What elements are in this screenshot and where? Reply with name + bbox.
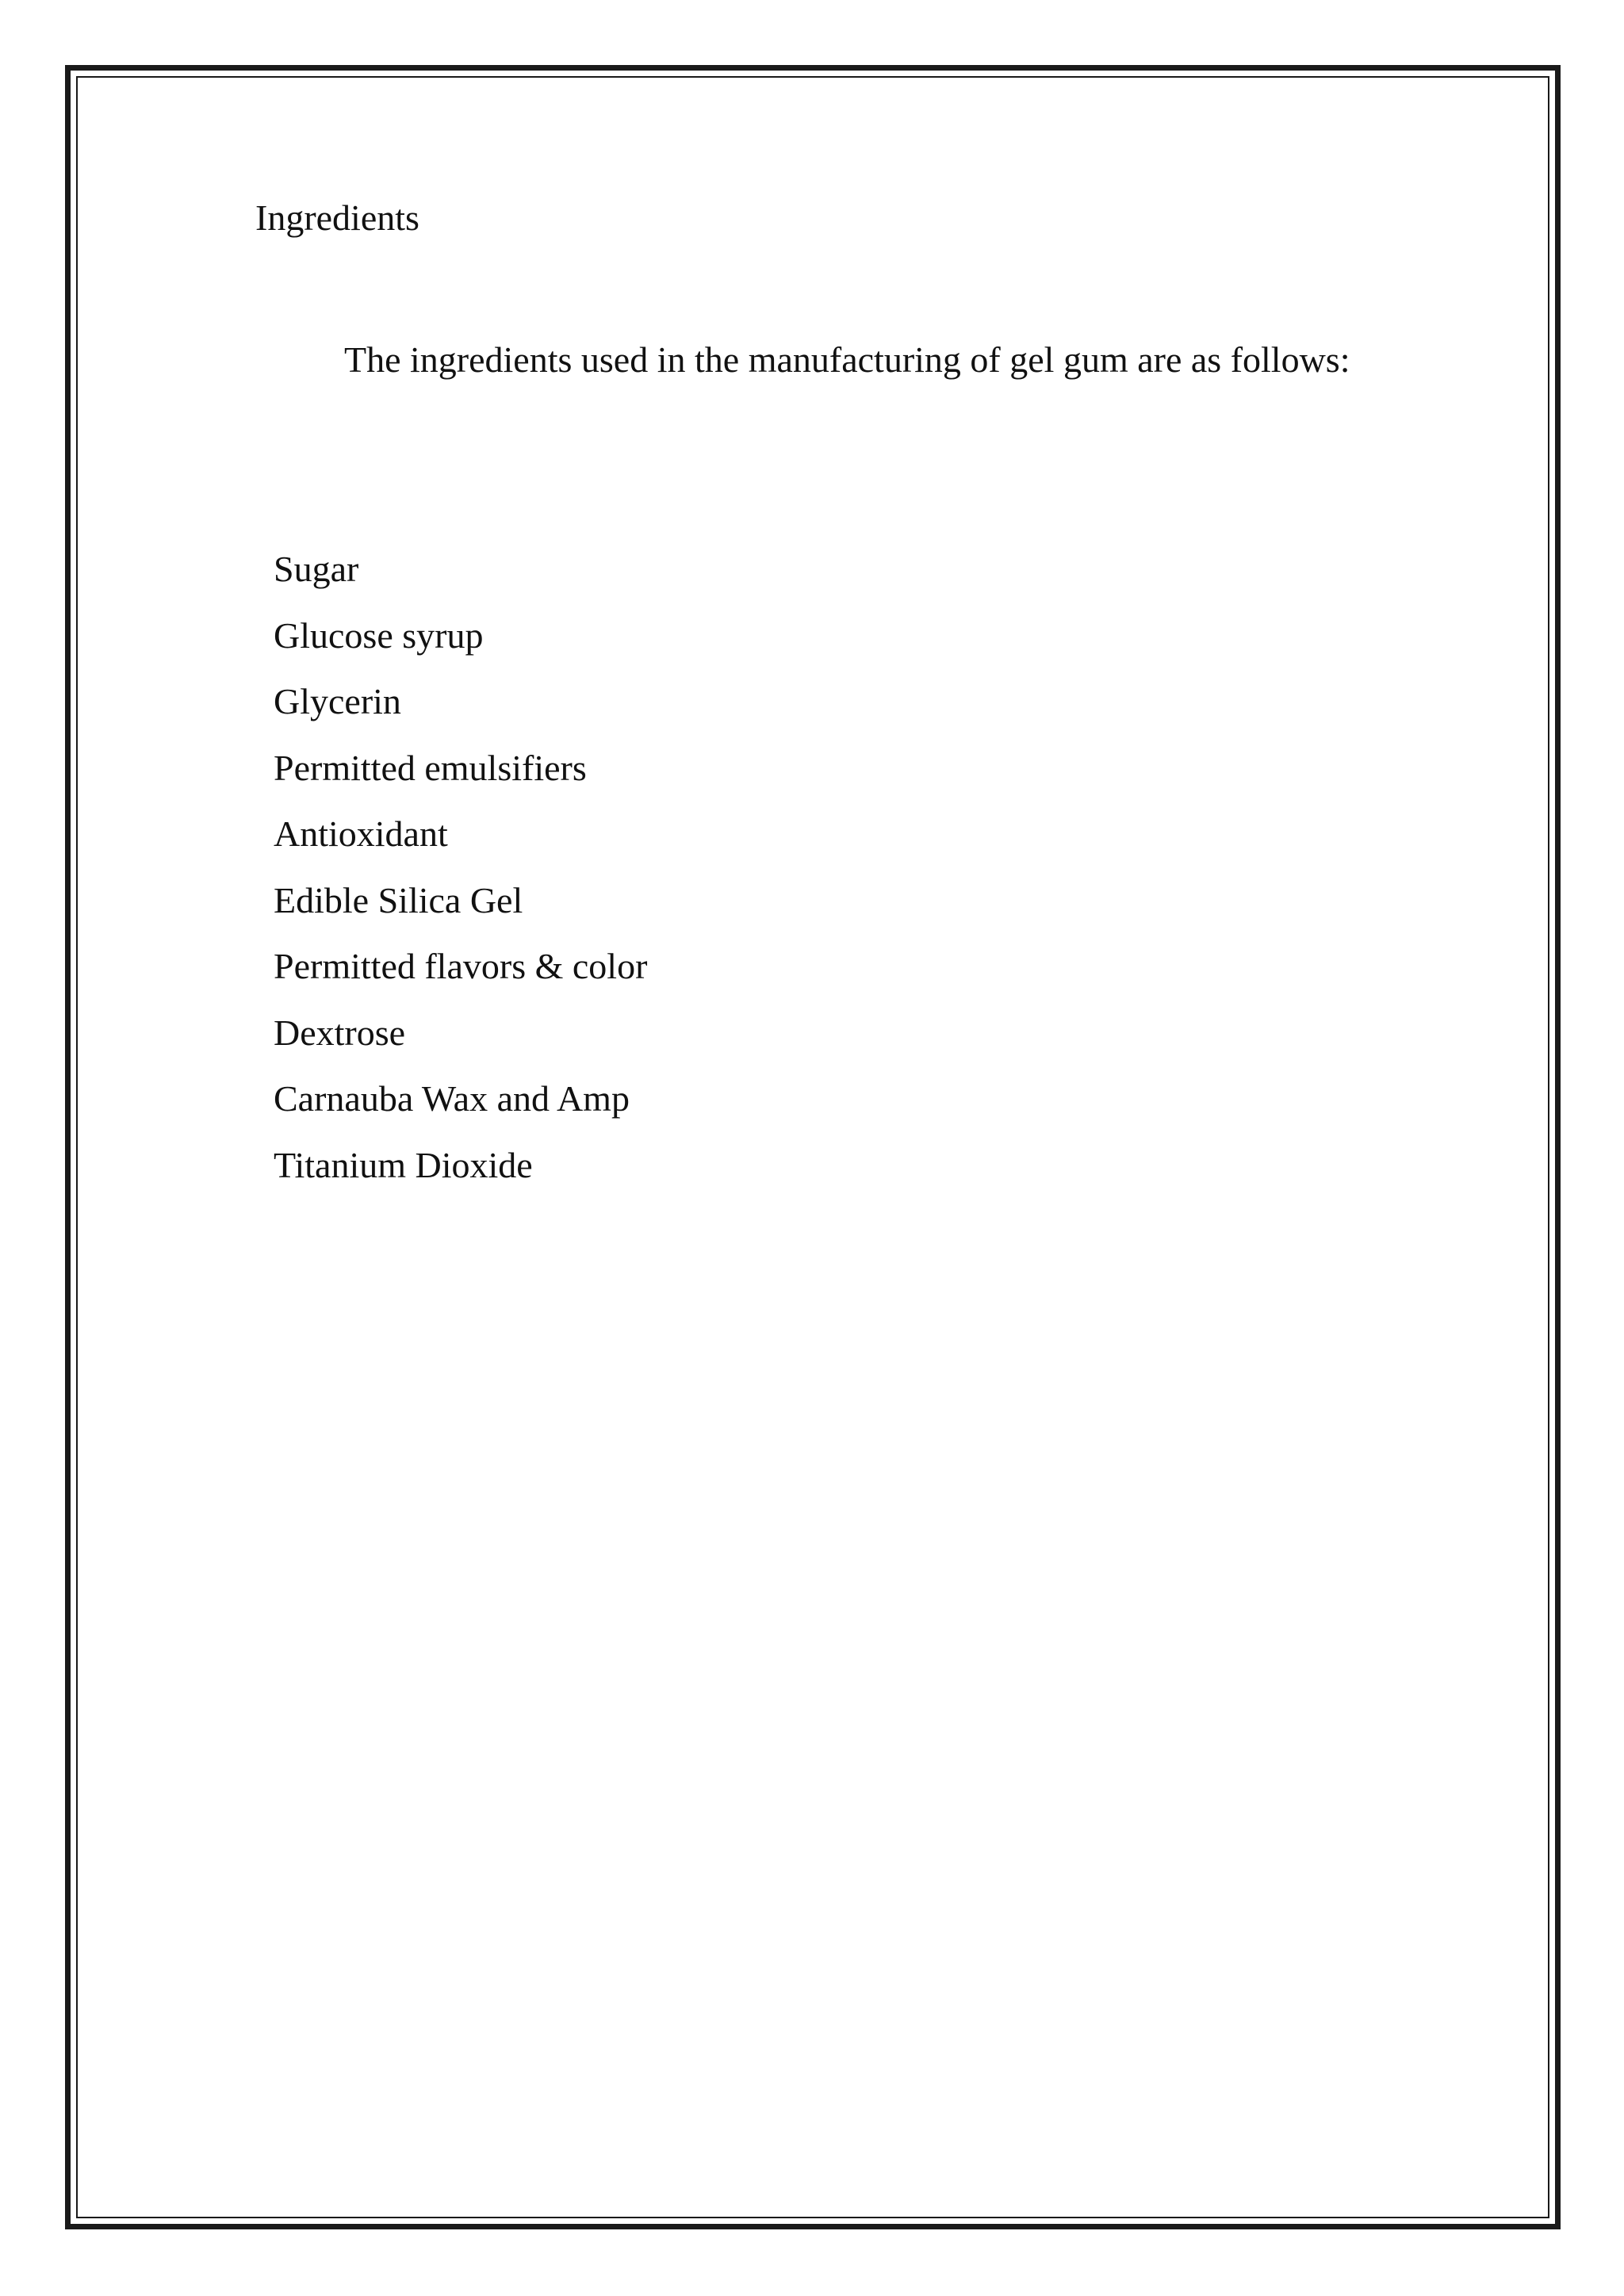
list-item: Glucose syrup [274, 614, 484, 656]
list-item: Carnauba Wax and Amp [274, 1078, 630, 1119]
list-item: Sugar [274, 549, 359, 589]
section-heading: Ingredients [255, 197, 419, 238]
intro-paragraph: The ingredients used in the manufacturing of gel gum are as follows: [344, 339, 1350, 380]
list-item: Permitted flavors & color [274, 946, 648, 986]
list-item: Titanium Dioxide [274, 1144, 533, 1185]
list-item: Edible Silica Gel [274, 879, 523, 920]
list-item: Dextrose [274, 1012, 406, 1053]
list-item: Glycerin [274, 681, 401, 721]
list-item: Permitted emulsifiers [274, 747, 587, 788]
list-item: Antioxidant [274, 813, 448, 854]
ingredient-list [274, 536, 647, 1198]
